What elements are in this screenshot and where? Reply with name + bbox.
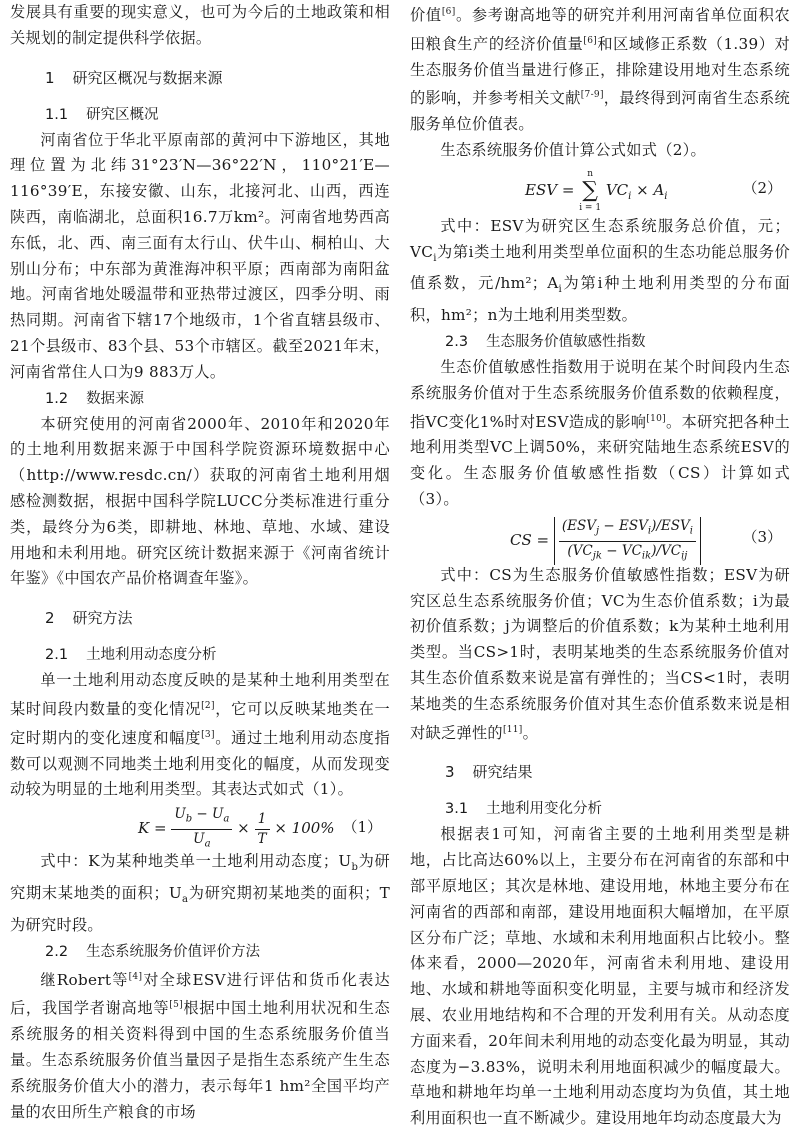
formula-number: （3） [742, 527, 782, 546]
formula-3-explanation: 式中：CS为生态服务价值敏感性指数；ESV为研究区总生态系统服务价值；VC为生态价值系数；i为最初价值系数；j为调整后的价值系数；k为某种土地利用类型。当CS>1时，表明某地类的生态系统服务价值对其生态价值系数来说是富有弹性的；当CS<1时，表明某地类的生态系统服务价值对其生态价值系数来说是相对缺乏弹性的[11]。 [410, 565, 790, 742]
section-2-2-heading: 2.2 生态系统服务价值评价方法 [45, 943, 261, 960]
citation: [3] [201, 729, 215, 740]
section-1-2-heading: 1.2 数据来源 [45, 390, 145, 407]
citation: [4] [128, 971, 143, 982]
citation: [5] [169, 1000, 183, 1011]
section-1-1-heading: 1.1 研究区概况 [45, 106, 159, 123]
formula-1: K = $\frac{U_b - U_a}{U_a}$ × $\frac{1}{T}$ × 100% （1） [138, 806, 382, 850]
section-1-heading: 1 研究区概况与数据来源 [45, 68, 223, 87]
section-2-1-heading: 2.1 土地利用动态度分析 [45, 647, 217, 664]
intro-paragraph: 发展具有重要的现实意义，也可为今后的土地政策和相关规划的制定提供科学依据。 [10, 3, 390, 47]
formula-2-intro: 生态系统服务价值计算公式如式（2）。 [440, 140, 707, 159]
citation: [2] [201, 700, 215, 711]
section-3-1-heading: 3.1 土地利用变化分析 [445, 801, 603, 818]
citation: [6] [441, 7, 456, 17]
dynamic-degree-paragraph: 单一土地利用动态度反映的是某种土地利用类型在某时间段内数量的变化情况[2]，它可以反映某地类在一定时期内的变化速度和幅度[3]。通过土地利用动态度指数可以观测不同地类土地利用变化的幅度，从而发现变动较为明显的土地利用类型。其表达式如式（1）。 [10, 671, 390, 799]
continued-paragraph: 价值[6]。参考谢高地等的研究并利用河南省单位面积农田粮食生产的经济价值量[6]和区域修正系数（1.39）对生态服务价值当量进行修正，排除建设用地对生态系统的影响，并参考相关文献[7-9]，最终得到河南省生态系统服务单位价值表。 [410, 6, 790, 134]
formula-1-explanation: 式中：K为某种地类单一土地利用动态度；$U_b$为研究期末某地类的面积；$U_a$为研究期初某地类的面积；T为研究时段。 [10, 852, 391, 934]
right-column [410, 0, 790, 1132]
formula-3: CS = $\frac{(ESV_j - ESV_i)/ESV_i}{(VC_{jk} - VC_{ik})/VC_{ij}}$ （3） [410, 513, 790, 563]
section-2-heading: 2 研究方法 [45, 609, 133, 628]
formula-2: ESV = n ∑ i = 1 $VC_i \times A_i$ （2） [525, 168, 782, 213]
formula-number: （1） [342, 818, 382, 837]
esv-method-paragraph: 继Robert等[4]对全球ESV进行评估和货币化表达后，我国学者谢高地等[5]根据中国土地利用状况和生态系统服务的相关资料得到中国的生态系统服务价值当量。生态系统服务价值当量因子是指生态系统产生生态系统服务价值大小的潜力，表示每年1 hm²全国平均产量的农田所生产粮食的市场 [10, 970, 390, 1121]
citation: [7-9] [580, 90, 604, 101]
formula-2-explanation: 式中：ESV为研究区生态系统服务总价值，元；$VC_i$为第i类土地利用类型单位面积的生态功能总服务价值系数，元/hm²；$A_i$为第i种土地利用类型的分布面积，hm²；n为土地利用类型数。 [410, 216, 791, 325]
citation: [10] [646, 413, 666, 424]
formula-number: （2） [742, 178, 782, 197]
land-use-change-paragraph: 根据表1可知，河南省主要的土地利用类型是耕地，占比高达60%以上，主要分布在河南省的东部和中部平原地区；其次是林地、建设用地，林地主要分布在河南省的西部和南部，建设用地面积大幅增加，在平原区分布广泛；草地、水域和未利用地面积占比较小。整体来看，2000—2020年，河南省未利用地、建设用地、水域和耕地等面积变化明显，主要与城市和经济发展、农业用地结构和不合理的开发利用有关。从动态度方面来看，20年间未利用地的动态变化最为明显，其动态度为−3.83%，说明未利用地面积减少的幅度最大。草地和耕地年均单一土地利用动态度均为负值，其土地利用面积也一直不断减少。建设用地年均动态度最大为 [410, 825, 790, 1128]
study-area-paragraph: 河南省位于华北平原南部的黄河中下游地区，其地理位置为北纬31°23′N—36°22′N，110°21′E—116°39′E，东接安徽、山东，北接河北、山西，西连陕西，南临湖北，总面积16.7万km²。河南省地势西高东低，北、西、南三面有太行山、伏牛山、桐柏山、大别山分布；中东部为黄淮海冲积平原；西南部为南阳盆地。河南省地处暖温带和亚热带过渡区，四季分明、雨热同期。河南省下辖17个地级市，1个省直辖县级市、21个县级市、83个县、53个市辖区。截至2021年末，河南省常住人口为9 883万人。 [10, 130, 390, 381]
section-2-3-heading: 2.3 生态服务价值敏感性指数 [445, 334, 646, 351]
section-3-heading: 3 研究结果 [445, 763, 533, 782]
sensitivity-paragraph: 生态价值敏感性指数用于说明在某个时间段内生态系统服务价值对于生态系统服务价值系数的依赖程度，指VC变化1%时对ESV造成的影响[10]。本研究把各种土地利用类型VC上调50%，来研究陆地生态系统ESV的变化。生态服务价值敏感性指数（CS）计算如式（3）。 [410, 358, 790, 509]
left-column [10, 0, 390, 1125]
data-source-paragraph: 本研究使用的河南省2000年、2010年和2020年的土地利用数据来源于中国科学院资源环境数据中心（http://www.resdc.cn/）获取的河南省土地利用烟感检测数据，根据中国科学院LUCC分类标准进行重分类，最终分为6类，即耕地、林地、草地、水域、建设用地和未利用地。研究区统计数据来源于《河南省统计年鉴》《中国农产品价格调查年鉴》。 [10, 414, 390, 588]
citation: [6] [583, 35, 598, 46]
citation: [11] [502, 724, 523, 735]
